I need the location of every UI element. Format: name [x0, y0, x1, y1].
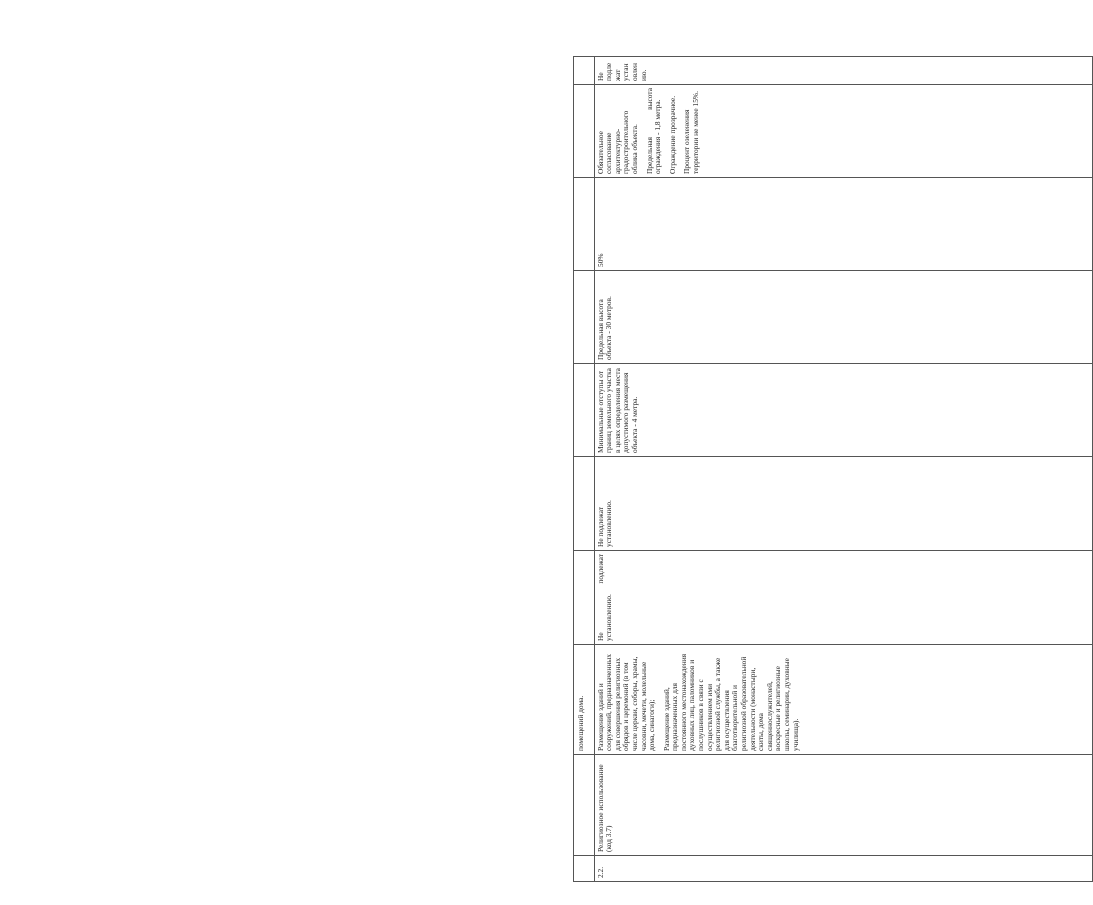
parameter-paragraph: Процент озеленения территории не менее 15%. — [682, 91, 700, 174]
cell-empty — [574, 755, 595, 856]
max-area: Не подлежат установлению. — [594, 457, 1092, 551]
cell-empty — [574, 457, 595, 551]
use-description — [594, 645, 1092, 755]
max-height: Предельная высота объекта - 30 метров. — [594, 271, 1092, 364]
continuation-row — [574, 57, 595, 882]
cell-empty — [574, 85, 595, 178]
parameter-paragraph: Предельная высота ограждения - 1,8 метра. — [644, 88, 663, 174]
use-name: Религиозное использование (код 3.7) — [594, 755, 1092, 856]
cell-empty — [574, 271, 595, 364]
other-parameters — [594, 85, 1092, 178]
description-paragraph: Размещение зданий и сооружений, предназначенных для совершения религиозных обрядов и церемоний (в том числе церкви, соборы, храмы, часовни, мечети, молельные дома, синагоги); — [595, 654, 657, 751]
cell-empty — [574, 178, 595, 271]
parameter-paragraph: Ограждение прозрачное. — [667, 95, 677, 174]
setbacks: Минимальные отступы от границ земельного участка в целях определения места допустимого размещения объекта - 4 метра. — [594, 364, 1092, 457]
row-number: 2.2. — [594, 856, 1092, 882]
cell-empty — [574, 57, 595, 85]
description-paragraph: Размещение зданий, предназначенных для постоянного местонахождения духовных лиц, паломников и послушников в связи с осуществлением ими религиозной службы, а также для осуществления благотворительной и религиозной образовательной деятельности (монастыри, скиты, дома священнослужителей, воскресные и религиозные школы, семинарии, духовные училища). — [661, 653, 800, 751]
rotated-table-frame — [573, 57, 1093, 882]
table-row — [594, 57, 1092, 882]
parameter-paragraph: Обязательное согласование архитектурно-градостроительного облика объекта. — [595, 110, 639, 174]
min-area: Не подлежат установлению. — [594, 551, 1092, 645]
cell-empty — [574, 551, 595, 645]
restrictions: Не подлежат установлению. — [594, 57, 1092, 85]
regulations-table — [573, 56, 1093, 882]
max-coverage: 50% — [594, 178, 1092, 271]
continuation-text: помещений дома. — [574, 645, 595, 755]
cell-empty — [574, 856, 595, 882]
cell-empty — [574, 364, 595, 457]
